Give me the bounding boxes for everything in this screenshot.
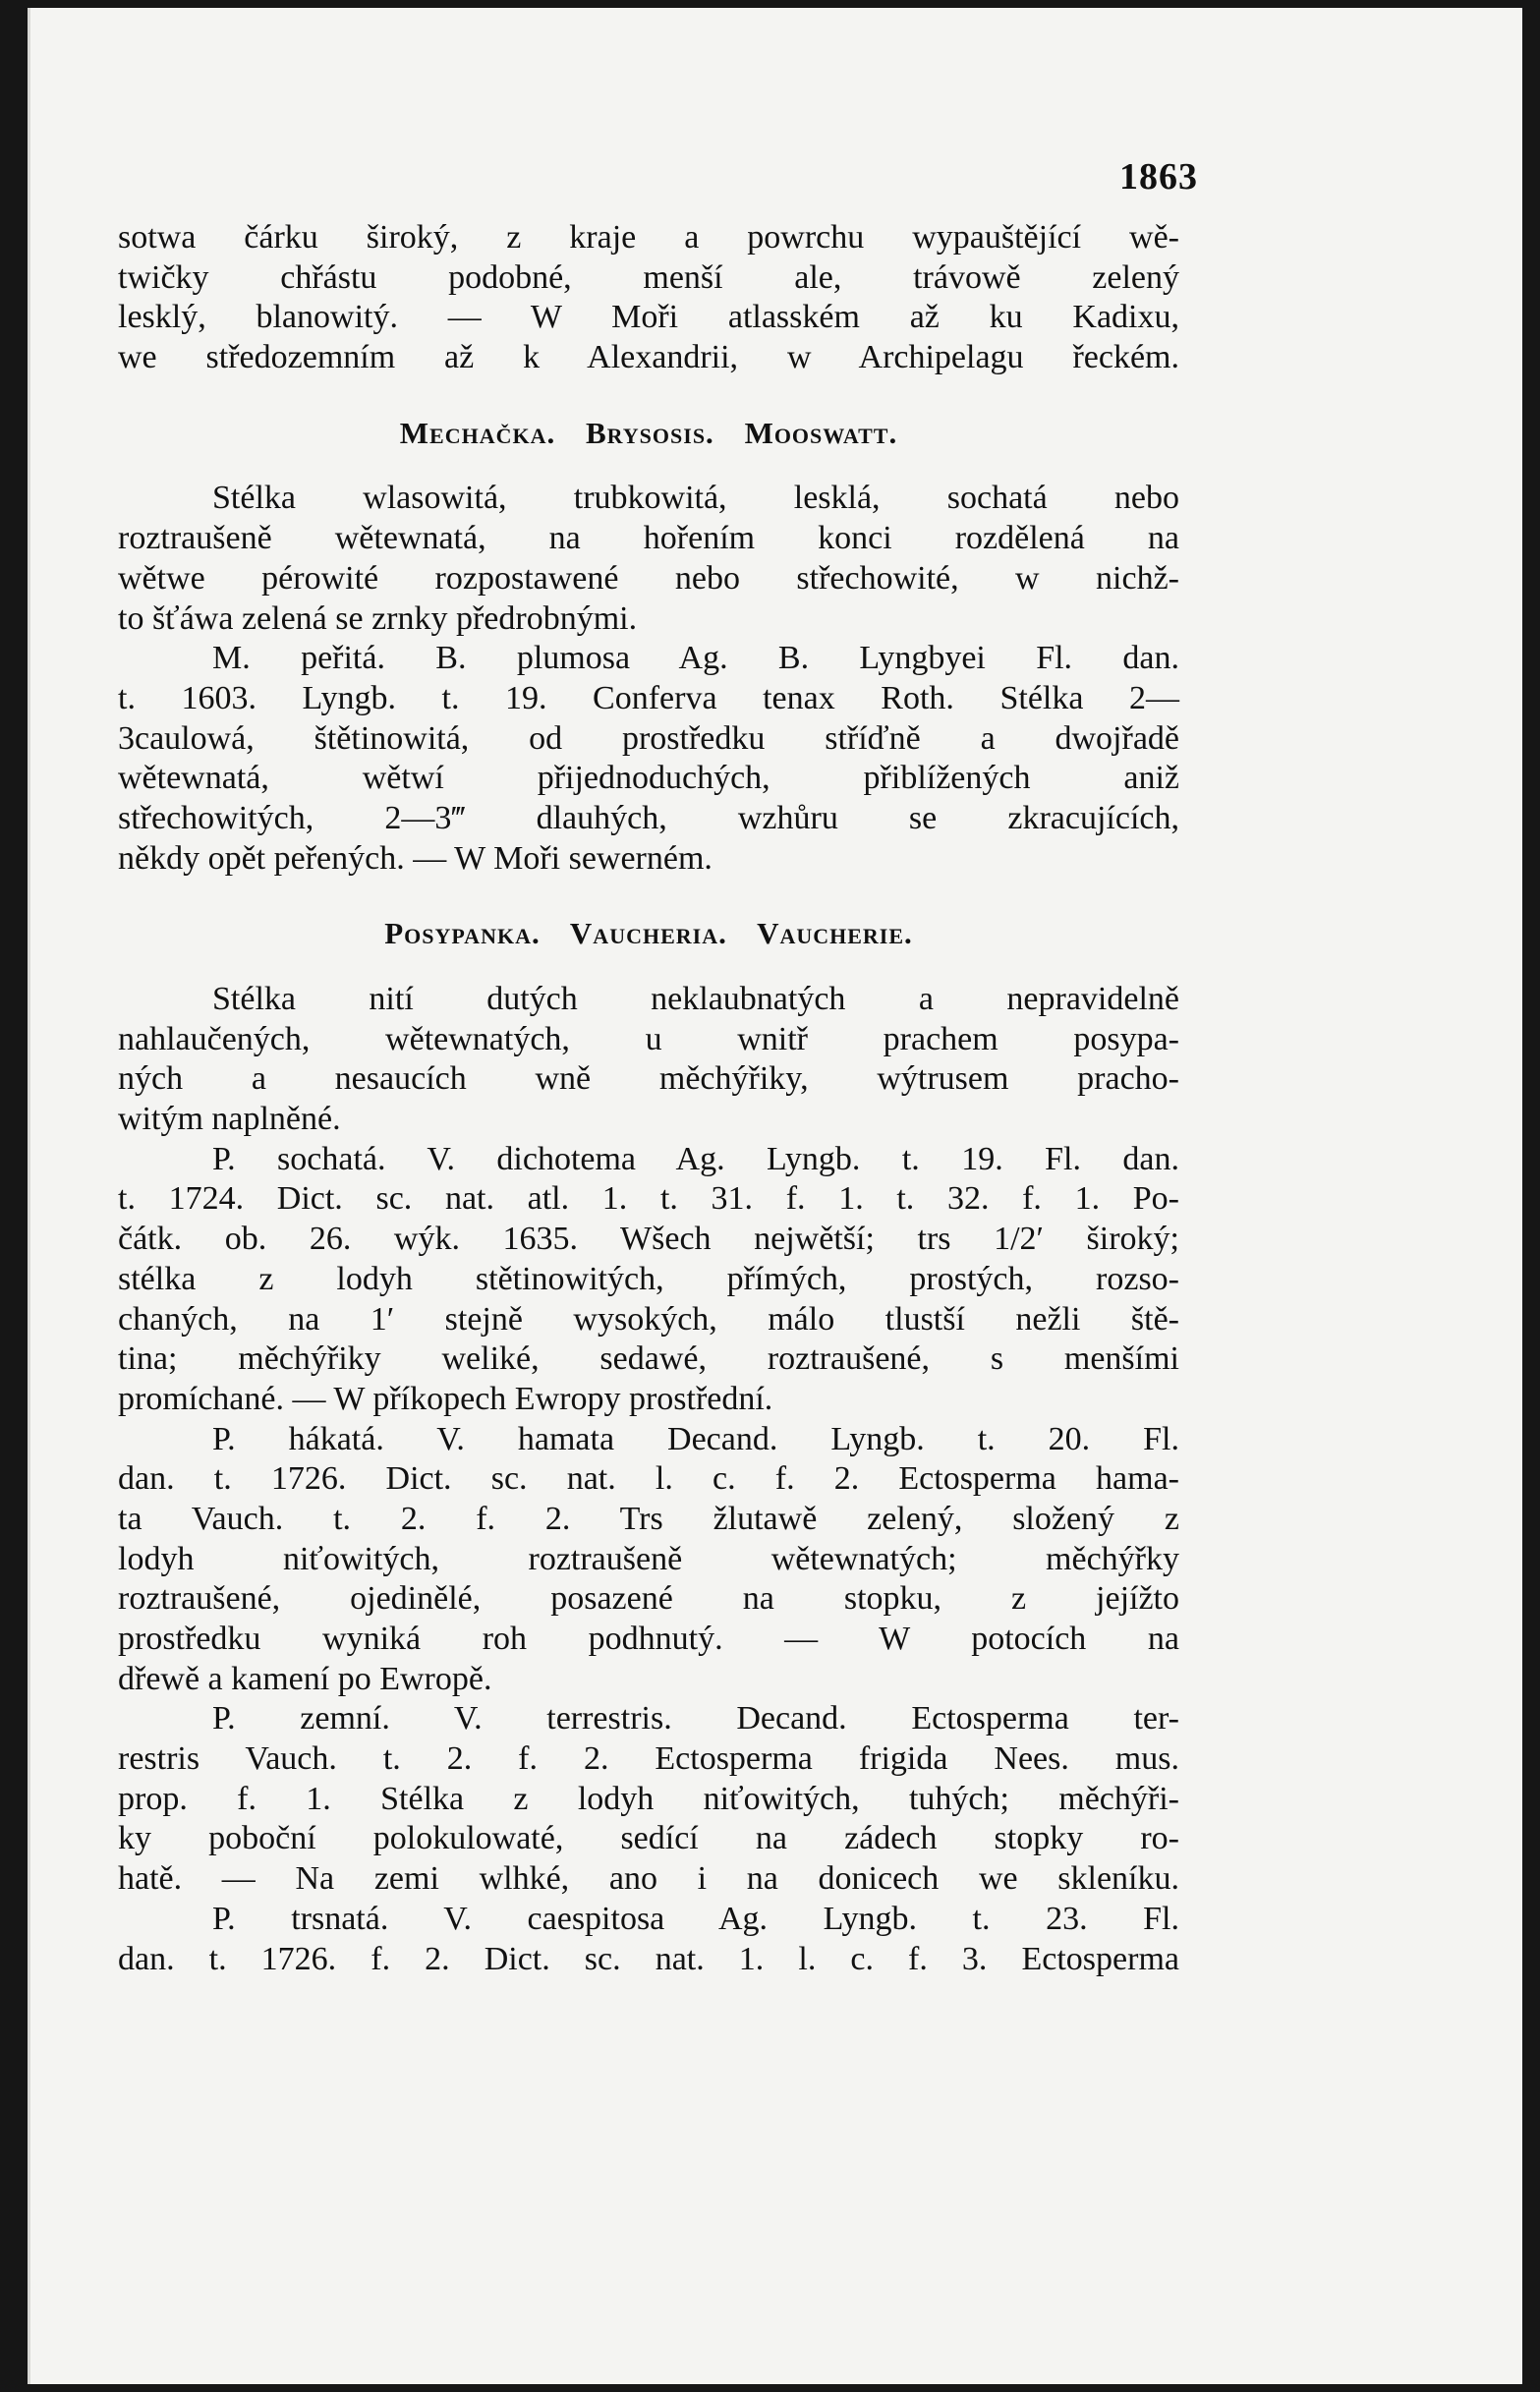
text-line: 3caulowá, štětinowitá, od prostředku stříďně a dwojřadě <box>118 719 1179 757</box>
heading-latin-name: Brysosis. <box>586 415 714 450</box>
species-entry: P. hákatá. V. hamata Decand. Lyngb. t. 20. Fl. <box>212 1420 1179 1457</box>
text-line: někdy opět peřených. — W Moři sewerném. <box>118 839 713 877</box>
text-line: Stélka nití dutých neklaubnatých a nepravidelně <box>212 981 1179 1018</box>
text-line: lodyh niťowitých, roztraušeně wětewnatých; měchýřky <box>118 1540 1179 1577</box>
text-line: prostředku wyniká roh podhnutý. — W potocích na <box>118 1621 1179 1658</box>
text-line: to šťáwa zelená se zrnky předrobnými. <box>118 599 638 637</box>
text-line: roztraušené, ojedinělé, posazené na stopku, z jejížto <box>118 1580 1179 1618</box>
text-line: roztraušeně wětewnatá, na hořením konci rozdělená na <box>118 520 1179 557</box>
text-line: prop. f. 1. Stélka z lodyh niťowitých, tuhých; měchýři- <box>118 1780 1179 1817</box>
text-line: restris Vauch. t. 2. f. 2. Ectosperma frigida Nees. mus. <box>118 1740 1179 1778</box>
text-line: promíchané. — W příkopech Ewropy prostřední. <box>118 1380 773 1417</box>
text-line: sotwa čárku široký, z kraje a powrchu wypauštějící wě- <box>118 219 1179 256</box>
page-number: 1863 <box>1119 156 1198 198</box>
heading-latin-name: Vaucheria. <box>569 916 727 951</box>
text-line: lesklý, blanowitý. — W Moři atlasském až ku Kadixu, <box>118 299 1179 336</box>
species-entry: P. zemní. V. terrestris. Decand. Ectosperma ter- <box>212 1700 1179 1737</box>
section-heading-posypanka <box>118 914 1179 954</box>
text-line: stélka z lodyh stětinowitých, přímých, prostých, rozso- <box>118 1260 1179 1297</box>
text-line: t. 1724. Dict. sc. nat. atl. 1. t. 31. f. 1. t. 32. f. 1. Po- <box>118 1180 1179 1218</box>
heading-czech-name: Mechačka. <box>399 415 556 450</box>
text-line: wětewnatá, wětwí přijednoduchých, přiblížených aniž <box>118 760 1179 797</box>
text-line: čátk. ob. 26. wýk. 1635. Wšech nejwětší; trs 1/2′ široký; <box>118 1221 1179 1258</box>
section-heading-mechacka <box>118 414 1179 454</box>
text-line: chaných, na 1′ stejně wysokých, málo tlustší nežli ště- <box>118 1300 1179 1338</box>
text-line: hatě. — Na zemi wlhké, ano i na donicech we skleníku. <box>118 1860 1179 1898</box>
text-line: twičky chřástu podobné, menší ale, trávowě zelený <box>118 258 1179 296</box>
text-line: dřewě a kamení po Ewropě. <box>118 1660 492 1697</box>
page-body <box>118 218 1179 1979</box>
heading-german-name: Mooswatt. <box>744 415 898 450</box>
species-entry: P. sochatá. V. dichotema Ag. Lyngb. t. 19. Fl. dan. <box>212 1140 1179 1177</box>
species-entry: M. peřitá. B. plumosa Ag. B. Lyngbyei Fl. dan. <box>212 640 1179 677</box>
text-line: nahlaučených, wětewnatých, u wnitř prachem posypa- <box>118 1020 1179 1057</box>
text-line: tina; měchýřiky weliké, sedawé, roztraušené, s menšími <box>118 1340 1179 1378</box>
text-line: witým naplněné. <box>118 1101 341 1138</box>
text-line: wětwe pérowité rozpostawené nebo střechowité, w nichž- <box>118 559 1179 597</box>
text-line: střechowitých, 2—3‴ dlauhých, wzhůru se zkracujících, <box>118 799 1179 836</box>
text-line: ta Vauch. t. 2. f. 2. Trs žlutawě zelený, složený z <box>118 1500 1179 1537</box>
text-line: ky poboční polokulowaté, sedící na zádech stopky ro- <box>118 1820 1179 1857</box>
text-line: dan. t. 1726. f. 2. Dict. sc. nat. 1. l. c. f. 3. Ectosperma <box>118 1940 1179 1977</box>
heading-german-name: Vaucherie. <box>757 916 913 951</box>
heading-czech-name: Posypanka. <box>384 916 541 951</box>
text-line: ných a nesaucích wně měchýřiky, wýtrusem pracho- <box>118 1060 1179 1098</box>
text-line: t. 1603. Lyngb. t. 19. Conferva tenax Roth. Stélka 2— <box>118 679 1179 716</box>
text-line: we středozemním až k Alexandrii, w Archipelagu řeckém. <box>118 339 1179 376</box>
species-entry: P. trsnatá. V. caespitosa Ag. Lyngb. t. 23. Fl. <box>212 1900 1179 1937</box>
text-line: dan. t. 1726. Dict. sc. nat. l. c. f. 2. Ectosperma hama- <box>118 1460 1179 1498</box>
text-line: Stélka wlasowitá, trubkowitá, lesklá, sochatá nebo <box>212 480 1179 517</box>
